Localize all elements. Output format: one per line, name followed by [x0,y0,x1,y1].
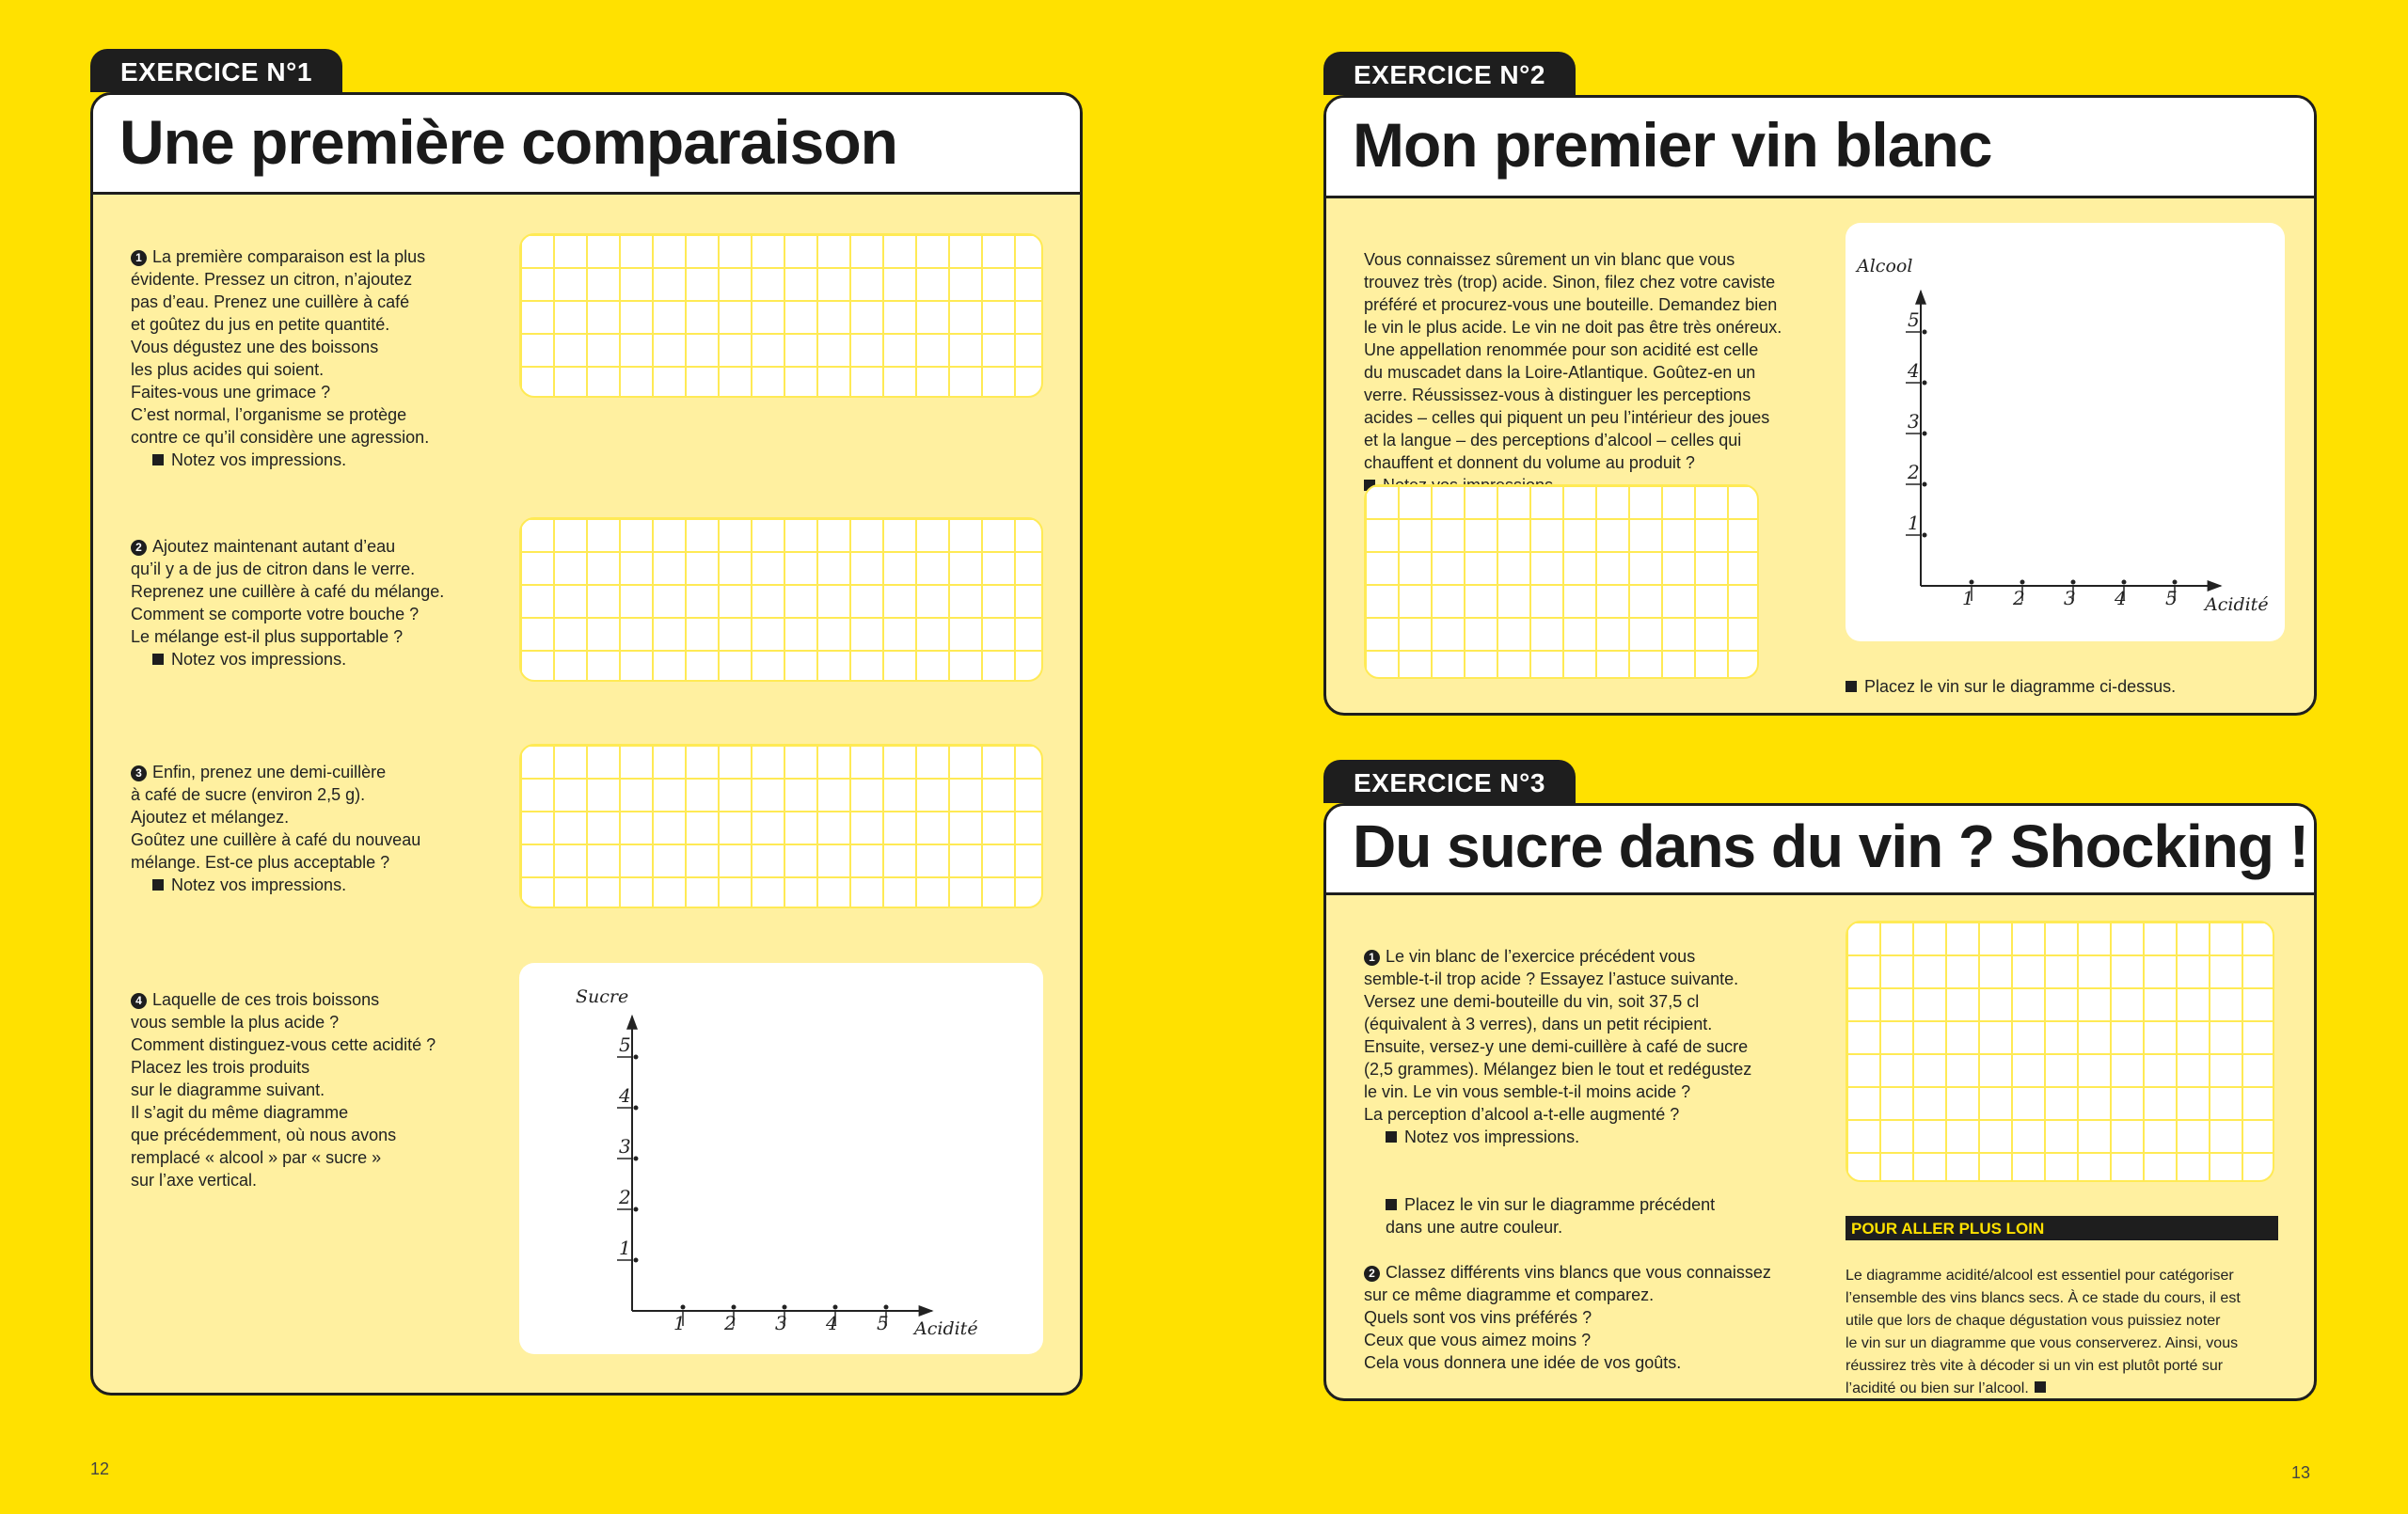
x-axis-arrow-icon [919,1305,934,1317]
y-axis-arrow-icon [626,1015,638,1030]
x-axis-label: Acidité [914,1318,978,1339]
x-tick-label: 3 [775,1312,787,1334]
step-2-text [131,513,526,693]
x-tick-dot [783,1305,787,1310]
x-tick-label: 5 [877,1312,889,1334]
exercise-2-tab: EXERCICE N°2 [1323,52,1576,95]
step-2-number: 2 [131,540,147,556]
end-square-icon [2035,1381,2046,1393]
place-note-text: Placez le vin sur le diagramme ci-dessus. [1864,677,2177,696]
diagram-svg [1846,223,2285,641]
y-tick-label: 2 [1908,461,1920,483]
x-tick-label: 4 [826,1312,838,1334]
exercise-2-text [1364,226,1834,519]
y-tick-label: 5 [1908,308,1920,331]
y-tick-label: 1 [1908,512,1920,534]
step-2-body: Ajoutez maintenant autant d’eau qu’il y a de jus de citron dans le verre. Reprenez une cuillère à café du mélange. Comment se comporte votre bouche ? Le mélange est-il plus supportable ? [131,537,445,646]
y-tick-label: 5 [619,1033,631,1056]
x-tick-label: 1 [673,1312,686,1334]
x-tick-dot [884,1305,889,1310]
y-tick-label: 4 [619,1084,631,1107]
x-tick-dot [2122,580,2127,585]
x-tick-dot [2020,580,2025,585]
x-tick-label: 1 [1962,587,1974,609]
exercise-3-title: Du sucre dans du vin ? Shocking ! [1353,812,2309,880]
ex3-step-1-number: 1 [1364,950,1380,966]
y-tick-dot [1923,330,1927,335]
ex3-step-1-note2: Placez le vin sur le diagramme précédent dans une autre couleur. [1386,1195,1716,1237]
x-tick-dot [2071,580,2076,585]
y-tick-dot [634,1207,639,1212]
x-tick-dot [833,1305,838,1310]
x-tick-label: 2 [724,1312,737,1334]
exercise-2-title: Mon premier vin blanc [1353,110,1992,180]
step-3-number: 3 [131,765,147,781]
y-tick-dot [1923,482,1927,487]
diagram-svg [519,963,1043,1354]
y-tick-label: 3 [619,1135,631,1158]
exercise-1-card [90,92,1083,1396]
further-body: Le diagramme acidité/alcool est essentiel pour catégoriser l’ensemble des vins blancs secs. À ce stade du cours, il est utile que lors de chaque dégustation vous puissiez noter le vin sur un diagramme que vous conserverez. Ainsi, vous réussirez très vite à décoder si un vin est plutôt porté sur l’acidité ou bien sur l’alcool. [1846,1268,2241,1396]
alcohol-acidity-diagram[interactable] [1846,223,2285,641]
step-3-note: Notez vos impressions. [171,875,347,894]
exercise-3-tab: EXERCICE N°3 [1323,760,1576,803]
step-1-note: Notez vos impressions. [171,450,347,469]
exercise-1-tab: EXERCICE N°1 [90,49,342,92]
step-2-note: Notez vos impressions. [171,650,347,669]
step-1-text [131,223,526,494]
exercise-2-place-note [1846,653,2288,698]
page-number-right: 13 [2291,1463,2311,1482]
y-tick-label: 2 [619,1186,631,1208]
y-axis-label: Sucre [576,986,629,1007]
exercise-3-card [1323,803,2317,1401]
ex3-step-2-number: 2 [1364,1266,1380,1282]
square-bullet-icon [1846,681,1857,692]
exercise-1-title: Une première comparaison [119,107,897,177]
y-tick-dot [1923,432,1927,436]
x-tick-dot [2173,580,2178,585]
page-number-left: 12 [90,1459,110,1478]
ex3-step-2-body: Classez différents vins blancs que vous connaissez sur ce même diagramme et comparez. Quels sont vos vins préférés ? Ceux que vous aimez moins ? Cela vous donnera une idée de vos goûts. [1364,1263,1771,1372]
y-tick-label: 3 [1908,410,1920,433]
step-3-body: Enfin, prenez une demi-cuillère à café de sucre (environ 2,5 g). Ajoutez et mélangez. Goûtez une cuillère à café du nouveau mélange. Est-ce plus acceptable ? [131,763,421,872]
x-tick-dot [732,1305,737,1310]
square-bullet-icon [1386,1199,1397,1210]
y-tick-dot [634,1258,639,1263]
y-tick-dot [1923,533,1927,538]
ex3-step-1-body: Le vin blanc de l’exercice précédent vous semble-t-il trop acide ? Essayez l’astuce suivante. Versez une demi-bouteille du vin, soit 37,5 cl (équivalent à 3 verres), dans un petit récipient. Ensuite, versez-y une demi-cuillère à café de sucre (2,5 grammes). Mélangez bien le tout et redégustez le vin. Le vin vous semble-t-il moins acide ? La perception d’alcool a-t-elle augmenté ? [1364,947,1752,1124]
x-tick-label: 2 [2013,587,2025,609]
square-bullet-icon [1386,1131,1397,1143]
notes-grid-2[interactable] [519,517,1043,682]
step-4-text [131,966,526,1191]
x-tick-label: 5 [2165,587,2178,609]
step-1-number: 1 [131,250,147,266]
y-tick-label: 1 [619,1237,631,1259]
x-tick-label: 4 [2115,587,2127,609]
y-tick-dot [1923,381,1927,386]
square-bullet-icon [152,654,164,665]
y-tick-dot [634,1106,639,1111]
square-bullet-icon [152,454,164,465]
ex3-step-1-note: Notez vos impressions. [1404,1128,1580,1146]
notes-grid-ex2[interactable] [1364,484,1759,679]
x-tick-label: 3 [2064,587,2076,609]
notes-grid-3[interactable] [519,744,1043,908]
x-axis-label: Acidité [2205,594,2269,615]
ex3-step-1-text [1364,923,1834,1261]
exercise-3-titlebar [1326,806,2314,895]
further-text [1846,1242,2288,1400]
y-tick-dot [634,1157,639,1161]
exercise-2-titlebar [1326,98,2314,198]
y-axis-arrow-icon [1915,290,1926,305]
step-3-text [131,738,526,919]
exercise-2-card [1323,95,2317,716]
y-axis-label: Alcool [1857,256,1913,276]
y-tick-dot [634,1055,639,1060]
square-bullet-icon [152,879,164,891]
notes-grid-1[interactable] [519,233,1043,398]
x-axis-arrow-icon [2208,580,2223,591]
notes-grid-ex3[interactable] [1846,921,2274,1182]
exercise-1-titlebar [93,95,1080,195]
step-4-number: 4 [131,993,147,1009]
sugar-acidity-diagram[interactable] [519,963,1043,1354]
x-tick-dot [1970,580,1974,585]
exercise-2-body: Vous connaissez sûrement un vin blanc que vous trouvez très (trop) acide. Sinon, filez chez votre caviste préféré et procurez-vous une bouteille. Demandez bien le vin le plus acide. Le vin ne doit pas être très onéreux. Une appellation renommée pour son acidité est celle du muscadet dans la Loire-Atlantique. Goûtez-en un verre. Réussissez-vous à distinguer les perceptions acides – celles qui piquent un peu l’intérieur des joues et la langue – des perceptions d’alcool – celles qui chauffent et donnent du volume au produit ? [1364,250,1782,472]
y-tick-label: 4 [1908,359,1920,382]
ex3-step-2-text [1364,1238,1834,1374]
x-tick-dot [681,1305,686,1310]
further-heading: POUR ALLER PLUS LOIN [1846,1216,2278,1240]
step-1-body: La première comparaison est la plus évidente. Pressez un citron, n’ajoutez pas d’eau. Prenez une cuillère à café et goûtez du jus en petite quantité. Vous dégustez une des boissons les plus acides qui soient. Faites-vous une grimace ? C’est normal, l’organisme se protège contre ce qu’il considère une agression. [131,247,430,447]
step-4-body: Laquelle de ces trois boissons vous semble la plus acide ? Comment distinguez-vous cette acidité ? Placez les trois produits sur le diagramme suivant. Il s’agit du même diagramme que précédemment, où nous avons remplacé « alcool » par « sucre » sur l’axe vertical. [131,990,436,1190]
